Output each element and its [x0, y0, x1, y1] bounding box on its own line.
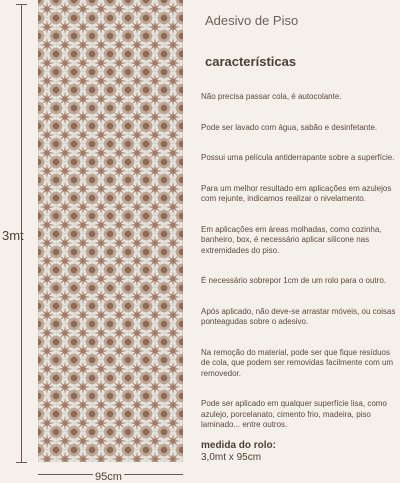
star-motif — [148, 38, 163, 53]
star-motif — [76, 146, 91, 161]
star-motif — [58, 362, 73, 377]
star-motif — [58, 218, 73, 233]
star-motif — [130, 326, 145, 341]
star-motif — [130, 38, 145, 53]
star-motif — [58, 344, 73, 359]
star-motif — [94, 20, 109, 35]
star-motif — [40, 218, 55, 233]
star-motif — [76, 164, 91, 179]
star-motif — [166, 146, 181, 161]
star-motif — [166, 254, 181, 269]
star-motif — [76, 182, 91, 197]
star-motif — [58, 236, 73, 251]
star-motif — [148, 74, 163, 89]
feature-item: Possui uma película antiderrapante sobre a superfície. — [201, 153, 395, 162]
star-motif — [166, 200, 181, 215]
star-motif — [76, 362, 91, 377]
star-motif — [148, 398, 163, 413]
star-motif — [148, 380, 163, 395]
star-motif — [76, 308, 91, 323]
star-motif — [76, 254, 91, 269]
star-motif — [130, 362, 145, 377]
star-motif — [166, 218, 181, 233]
star-motif — [40, 452, 55, 463]
star-motif — [94, 326, 109, 341]
star-motif — [166, 308, 181, 323]
star-motif — [94, 2, 109, 17]
star-motif — [76, 326, 91, 341]
star-motif — [130, 398, 145, 413]
star-motif — [40, 290, 55, 305]
star-motif — [112, 254, 127, 269]
star-motif — [148, 254, 163, 269]
features-heading: características — [205, 54, 297, 69]
star-motif — [112, 56, 127, 71]
star-motif — [58, 272, 73, 287]
star-motif — [148, 326, 163, 341]
star-motif — [166, 380, 181, 395]
star-motif — [76, 200, 91, 215]
star-motif — [130, 56, 145, 71]
star-motif — [130, 380, 145, 395]
star-motif — [112, 362, 127, 377]
star-motif — [76, 380, 91, 395]
star-motif — [40, 344, 55, 359]
feature-item: É necessário sobrepor 1cm de um rolo para o outro. — [201, 276, 386, 285]
star-motif — [112, 434, 127, 449]
star-motif — [166, 398, 181, 413]
star-motif — [40, 380, 55, 395]
star-motif — [58, 200, 73, 215]
star-motif — [76, 110, 91, 125]
star-motif — [166, 164, 181, 179]
star-motif — [76, 128, 91, 143]
star-motif — [94, 290, 109, 305]
star-motif — [148, 200, 163, 215]
star-motif — [148, 92, 163, 107]
star-motif — [40, 20, 55, 35]
star-motif — [148, 20, 163, 35]
star-motif — [40, 38, 55, 53]
feature-item: Na remoção do material, pode ser que fique resíduos de cola, que podem ser removidas facilmente com um removedor. — [201, 347, 394, 378]
star-motif — [58, 326, 73, 341]
star-motif — [94, 56, 109, 71]
star-motif — [94, 434, 109, 449]
roll-size-label: medida do rolo: — [201, 440, 276, 451]
star-motif — [58, 110, 73, 125]
star-motif — [112, 200, 127, 215]
star-motif — [166, 272, 181, 287]
feature-item: Pode ser aplicado em qualquer superfície lisa, como azulejo, porcelanato, cimento frio, madeira, piso laminado... entre outros. — [201, 399, 387, 429]
star-motif — [76, 452, 91, 463]
star-motif — [40, 182, 55, 197]
star-motif — [58, 416, 73, 431]
star-motif — [76, 416, 91, 431]
star-motif — [130, 272, 145, 287]
star-motif — [166, 326, 181, 341]
star-motif — [166, 362, 181, 377]
star-motif — [58, 164, 73, 179]
star-motif — [112, 326, 127, 341]
star-motif — [166, 38, 181, 53]
floor-sticker-roll-image — [38, 0, 183, 462]
star-motif — [148, 434, 163, 449]
star-motif — [76, 272, 91, 287]
feature-item: Não precisa passar cola, é autocolante. — [201, 92, 342, 101]
star-motif — [130, 92, 145, 107]
star-motif — [40, 2, 55, 17]
star-motif — [130, 254, 145, 269]
star-motif — [112, 290, 127, 305]
star-motif — [76, 74, 91, 89]
star-motif — [58, 254, 73, 269]
star-motif — [76, 290, 91, 305]
star-motif — [94, 344, 109, 359]
star-motif — [130, 74, 145, 89]
star-motif — [166, 452, 181, 463]
star-motif — [166, 434, 181, 449]
star-motif — [40, 128, 55, 143]
star-motif — [40, 326, 55, 341]
star-motif — [112, 218, 127, 233]
features-list — [201, 92, 397, 431]
star-motif — [40, 308, 55, 323]
star-tile-pattern — [38, 0, 183, 462]
star-motif — [94, 452, 109, 463]
star-motif — [94, 308, 109, 323]
star-motif — [58, 128, 73, 143]
star-motif — [112, 20, 127, 35]
star-motif — [58, 182, 73, 197]
star-motif — [166, 236, 181, 251]
star-motif — [58, 452, 73, 463]
star-motif — [94, 38, 109, 53]
star-motif — [148, 416, 163, 431]
star-motif — [148, 452, 163, 463]
star-motif — [130, 236, 145, 251]
roll-size-value: 3,0mt x 95cm — [201, 452, 262, 463]
height-dimension-label: 3mt — [2, 228, 24, 243]
star-motif — [148, 362, 163, 377]
star-motif — [94, 254, 109, 269]
star-motif — [58, 38, 73, 53]
star-motif — [94, 272, 109, 287]
star-motif — [94, 128, 109, 143]
star-motif — [40, 164, 55, 179]
star-motif — [76, 236, 91, 251]
star-motif — [130, 110, 145, 125]
star-motif — [166, 20, 181, 35]
star-motif — [58, 20, 73, 35]
star-motif — [148, 344, 163, 359]
star-motif — [148, 2, 163, 17]
star-motif — [76, 398, 91, 413]
star-motif — [112, 128, 127, 143]
star-motif — [148, 290, 163, 305]
star-motif — [40, 200, 55, 215]
star-motif — [130, 308, 145, 323]
star-motif — [40, 434, 55, 449]
star-motif — [166, 290, 181, 305]
star-motif — [76, 92, 91, 107]
star-motif — [166, 74, 181, 89]
star-motif — [40, 416, 55, 431]
star-motif — [58, 308, 73, 323]
star-motif — [58, 290, 73, 305]
star-motif — [94, 362, 109, 377]
star-motif — [58, 74, 73, 89]
star-motif — [76, 344, 91, 359]
feature-item: Em aplicações em áreas molhadas, como cozinha, banheiro, box, é necessário aplicar silicone nas extremidades do piso. — [201, 224, 382, 255]
star-motif — [94, 416, 109, 431]
star-motif — [58, 434, 73, 449]
star-motif — [148, 182, 163, 197]
star-motif — [148, 272, 163, 287]
star-motif — [148, 308, 163, 323]
star-motif — [112, 164, 127, 179]
star-motif — [76, 2, 91, 17]
star-motif — [40, 74, 55, 89]
star-motif — [76, 38, 91, 53]
star-motif — [40, 272, 55, 287]
star-motif — [166, 2, 181, 17]
star-motif — [76, 20, 91, 35]
star-motif — [166, 416, 181, 431]
star-motif — [112, 344, 127, 359]
star-motif — [130, 416, 145, 431]
star-motif — [58, 92, 73, 107]
feature-item: Após aplicado, não deve-se arrastar móveis, ou coisas ponteagudas sobre o adesivo. — [201, 306, 396, 326]
star-motif — [112, 236, 127, 251]
star-motif — [40, 236, 55, 251]
star-motif — [112, 452, 127, 463]
star-motif — [112, 146, 127, 161]
feature-item: Para um melhor resultado em aplicações em azulejos com rejunte, indicamos realizar o nivelamento. — [201, 183, 392, 203]
star-motif — [166, 344, 181, 359]
star-motif — [112, 74, 127, 89]
star-motif — [94, 218, 109, 233]
star-motif — [58, 56, 73, 71]
star-motif — [130, 218, 145, 233]
star-motif — [76, 218, 91, 233]
star-motif — [130, 2, 145, 17]
star-motif — [130, 200, 145, 215]
star-motif — [76, 434, 91, 449]
star-motif — [40, 254, 55, 269]
star-motif — [40, 92, 55, 107]
star-motif — [112, 182, 127, 197]
star-motif — [166, 182, 181, 197]
height-dimension-cap-bottom — [16, 462, 27, 463]
star-motif — [112, 2, 127, 17]
star-motif — [94, 74, 109, 89]
star-motif — [130, 164, 145, 179]
star-motif — [112, 308, 127, 323]
star-motif — [94, 92, 109, 107]
star-motif — [148, 236, 163, 251]
star-motif — [148, 128, 163, 143]
star-motif — [148, 146, 163, 161]
star-motif — [58, 398, 73, 413]
star-motif — [94, 398, 109, 413]
star-motif — [40, 398, 55, 413]
star-motif — [130, 452, 145, 463]
star-motif — [112, 380, 127, 395]
star-motif — [112, 416, 127, 431]
star-motif — [58, 146, 73, 161]
star-motif — [130, 182, 145, 197]
star-motif — [94, 146, 109, 161]
star-motif — [40, 146, 55, 161]
star-motif — [58, 2, 73, 17]
star-motif — [94, 110, 109, 125]
star-motif — [40, 110, 55, 125]
star-motif — [148, 164, 163, 179]
product-title: Adesivo de Piso — [205, 13, 299, 28]
star-motif — [166, 56, 181, 71]
star-motif — [40, 362, 55, 377]
star-motif — [94, 164, 109, 179]
star-motif — [94, 236, 109, 251]
star-motif — [94, 182, 109, 197]
star-motif — [112, 398, 127, 413]
star-motif — [166, 110, 181, 125]
star-motif — [94, 380, 109, 395]
star-motif — [148, 110, 163, 125]
star-motif — [130, 290, 145, 305]
star-motif — [76, 56, 91, 71]
star-motif — [40, 56, 55, 71]
star-motif — [112, 272, 127, 287]
star-motif — [166, 128, 181, 143]
star-motif — [130, 344, 145, 359]
star-motif — [148, 218, 163, 233]
star-motif — [166, 92, 181, 107]
star-motif — [94, 200, 109, 215]
star-motif — [130, 128, 145, 143]
star-motif — [130, 20, 145, 35]
width-dimension-label: 95cm — [95, 471, 122, 483]
star-motif — [112, 38, 127, 53]
star-motif — [58, 380, 73, 395]
star-motif — [112, 92, 127, 107]
star-motif — [112, 110, 127, 125]
star-motif — [130, 146, 145, 161]
star-motif — [148, 56, 163, 71]
feature-item: Pode ser lavado com água, sabão e desinfetante. — [201, 122, 378, 132]
star-motif — [130, 434, 145, 449]
